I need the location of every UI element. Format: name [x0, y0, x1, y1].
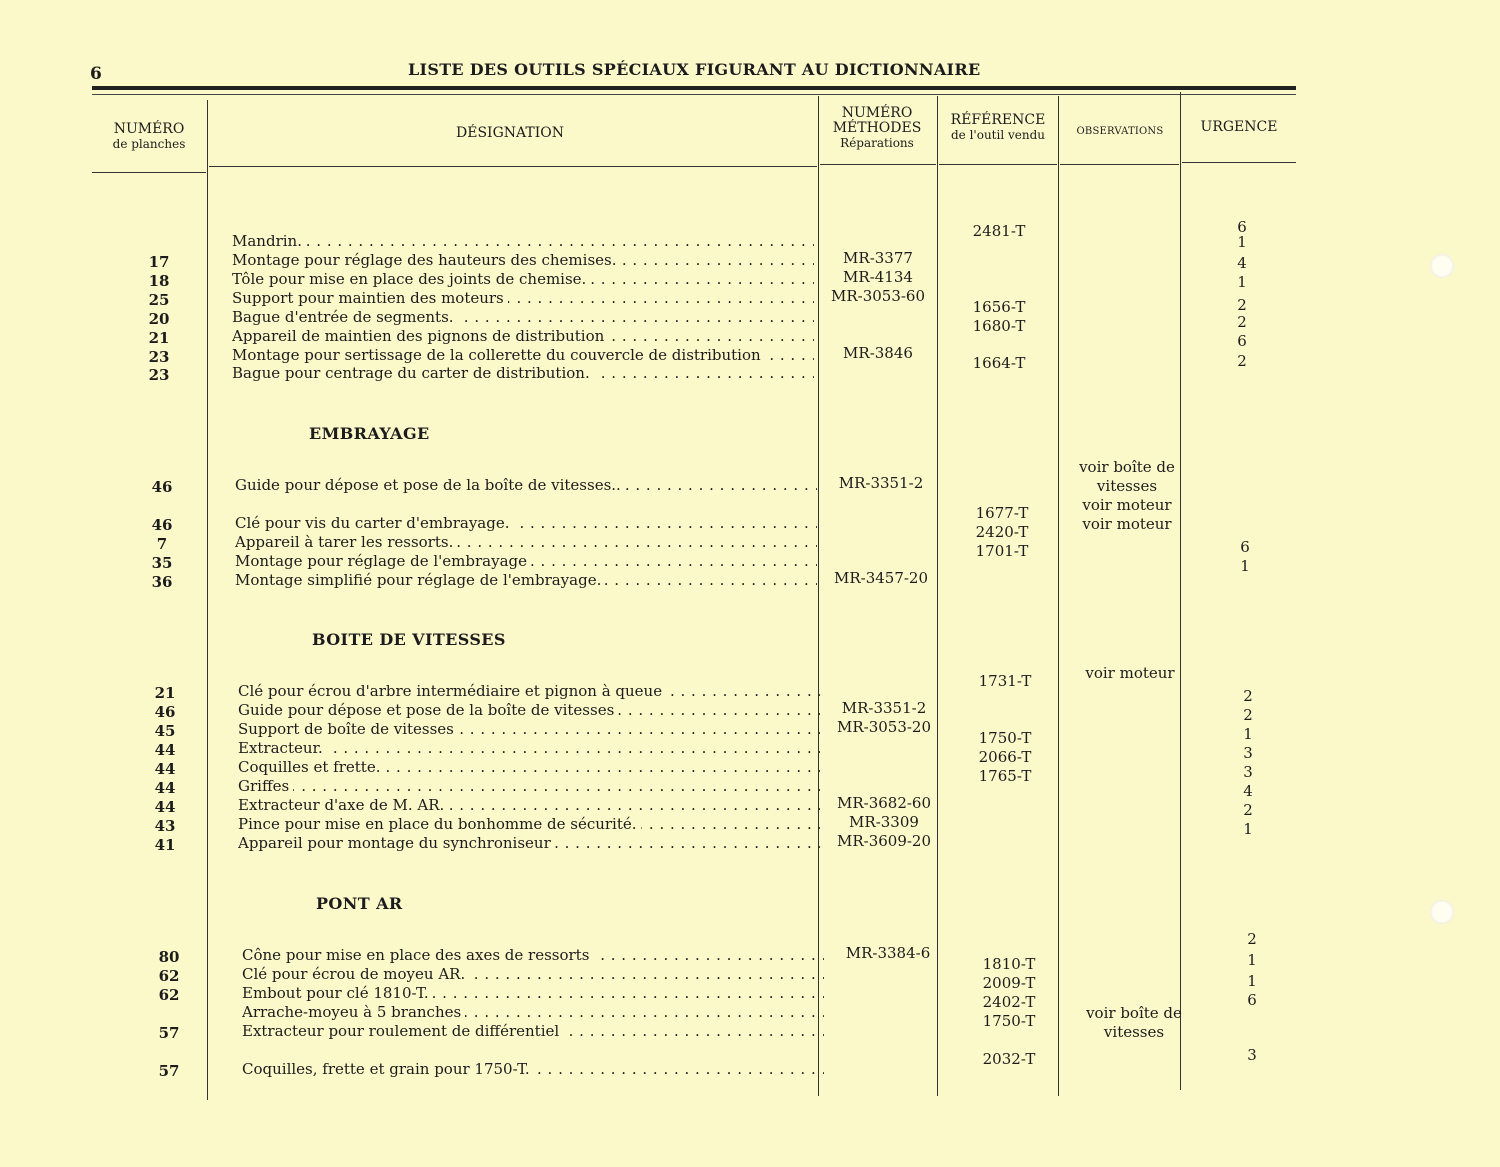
urgence-value: 1 — [1247, 951, 1257, 969]
designation-text: Extracteur d'axe de M. AR. — [238, 796, 448, 814]
designation-text: Guide pour dépose et pose de la boîte de vitesses — [238, 701, 618, 719]
designation — [242, 1060, 824, 1079]
page-number: 6 — [90, 64, 102, 84]
reference-number: 2481-T — [972, 222, 1026, 240]
reference-number: 1656-T — [972, 298, 1026, 316]
planche-number: 62 — [158, 986, 180, 1004]
section-heading: EMBRAYAGE — [309, 424, 430, 443]
reference-number: 1750-T — [982, 1012, 1036, 1030]
methodes-number: MR-3457-20 — [833, 569, 929, 587]
designation — [235, 533, 817, 552]
methodes-number: MR-3846 — [843, 344, 913, 362]
designation-text: Clé pour écrou de moyeu AR. — [242, 965, 469, 983]
section-heading: PONT AR — [316, 894, 403, 913]
header-methodes-line1: NUMÉRO — [841, 105, 913, 121]
header-underline — [209, 166, 817, 167]
reference-number: 1810-T — [982, 955, 1036, 973]
reference-number: 1750-T — [978, 729, 1032, 747]
binder-hole — [1430, 254, 1454, 278]
header-underline — [939, 164, 1057, 165]
planche-number: 57 — [158, 1024, 180, 1042]
planche-number: 62 — [158, 967, 180, 985]
urgence-value: 2 — [1247, 930, 1257, 948]
urgence-value: 1 — [1243, 820, 1253, 838]
urgence-value: 3 — [1243, 763, 1253, 781]
designation-text: Coquilles, frette et grain pour 1750-T. — [242, 1060, 534, 1078]
reference-number: 1664-T — [972, 354, 1026, 372]
designation — [238, 720, 820, 739]
designation — [238, 815, 820, 834]
section-heading: BOITE DE VITESSES — [312, 630, 506, 649]
designation-text: Appareil pour montage du synchroniseur — [238, 834, 555, 852]
methodes-number: MR-3384-6 — [845, 944, 931, 962]
header-numero-line1: NUMÉRO — [113, 121, 185, 137]
observation: voir moteur — [1082, 515, 1172, 533]
reference-number: 2420-T — [975, 523, 1029, 541]
urgence-value: 2 — [1243, 801, 1253, 819]
designation — [242, 1022, 824, 1041]
reference-number: 2009-T — [982, 974, 1036, 992]
planche-number: 20 — [148, 310, 170, 328]
header-underline — [820, 164, 936, 165]
designation — [232, 251, 814, 270]
header-reference — [938, 113, 1058, 143]
planche-number: 17 — [148, 253, 170, 271]
reference-number: 1677-T — [975, 504, 1029, 522]
designation — [235, 476, 817, 495]
designation-text: Montage pour sertissage de la collerette du couvercle de distribution — [232, 346, 765, 364]
methodes-number: MR-3053-20 — [836, 718, 932, 736]
header-designation: DÉSIGNATION — [456, 125, 564, 141]
header-reference-line1: RÉFÉRENCE — [950, 112, 1046, 128]
planche-number: 35 — [151, 554, 173, 572]
urgence-value: 6 — [1237, 332, 1247, 350]
urgence-value: 4 — [1243, 782, 1253, 800]
header-underline — [1182, 162, 1296, 163]
urgence-value: 1 — [1237, 233, 1247, 251]
designation-text: Guide pour dépose et pose de la boîte de vitesses.. — [235, 476, 625, 494]
reference-number: 2402-T — [982, 993, 1036, 1011]
designation-text: Extracteur. — [238, 739, 327, 757]
header-methodes-line3: Réparations — [840, 136, 914, 150]
planche-number: 45 — [154, 722, 176, 740]
reference-number: 1731-T — [978, 672, 1032, 690]
reference-number: 1765-T — [978, 767, 1032, 785]
urgence-value: 2 — [1243, 706, 1253, 724]
planche-number: 44 — [154, 798, 176, 816]
column-divider — [1058, 96, 1059, 1096]
page-title: LISTE DES OUTILS SPÉCIAUX FIGURANT AU DICTIONNAIRE — [408, 60, 981, 79]
designation-text: Clé pour vis du carter d'embrayage. — [235, 514, 513, 532]
designation-text: Extracteur pour roulement de différentiel — [242, 1022, 563, 1040]
urgence-value: 2 — [1237, 352, 1247, 370]
designation — [238, 777, 820, 796]
reference-number: 1701-T — [975, 542, 1029, 560]
urgence-value: 2 — [1237, 313, 1247, 331]
designation — [235, 514, 817, 533]
urgence-value: 1 — [1240, 557, 1250, 575]
urgence-value: 1 — [1247, 972, 1257, 990]
methodes-number: MR-3309 — [849, 813, 919, 831]
urgence-value: 1 — [1237, 273, 1247, 291]
header-underline — [1060, 164, 1179, 165]
planche-number: 80 — [158, 948, 180, 966]
header-rule-thin — [92, 94, 1296, 95]
binder-hole — [1430, 900, 1454, 924]
designation — [232, 308, 814, 327]
reference-number: 1680-T — [972, 317, 1026, 335]
designation — [238, 796, 820, 815]
designation-text: Bague pour centrage du carter de distribution. — [232, 364, 594, 382]
header-observations: OBSERVATIONS — [1076, 126, 1164, 137]
urgence-value: 6 — [1247, 991, 1257, 1009]
planche-number: 41 — [154, 836, 176, 854]
header-methodes — [820, 106, 934, 151]
designation — [238, 834, 820, 853]
planche-number: 21 — [154, 684, 176, 702]
reference-number: 2066-T — [978, 748, 1032, 766]
header-rule — [92, 86, 1296, 90]
header-urgence: URGENCE — [1200, 119, 1278, 135]
designation-text: Embout pour clé 1810-T. — [242, 984, 433, 1002]
designation — [235, 552, 817, 571]
planche-number: 46 — [151, 478, 173, 496]
designation-text: Appareil de maintien des pignons de distribution — [232, 327, 608, 345]
header-methodes-line2: MÉTHODES — [832, 120, 922, 136]
designation — [242, 1003, 824, 1022]
header-reference-line2: de l'outil vendu — [950, 128, 1046, 142]
designation-text: Griffes — [238, 777, 293, 795]
designation — [232, 232, 814, 251]
methodes-number: MR-3351-2 — [841, 699, 927, 717]
designation — [242, 984, 824, 1003]
designation — [238, 758, 820, 777]
designation-text: Coquilles et frette. — [238, 758, 384, 776]
urgence-value: 4 — [1237, 254, 1247, 272]
methodes-number: MR-3682-60 — [836, 794, 932, 812]
observation: voir boîte de vitesses — [1086, 1004, 1182, 1041]
designation — [232, 364, 814, 383]
urgence-value: 1 — [1243, 725, 1253, 743]
designation — [232, 289, 814, 308]
designation — [235, 571, 817, 590]
planche-number: 23 — [148, 348, 170, 366]
observation: voir boîte de vitesses — [1079, 458, 1175, 495]
methodes-number: MR-3351-2 — [838, 474, 924, 492]
designation-text: Montage pour réglage des hauteurs des chemises. — [232, 251, 621, 269]
designation-text: Support de boîte de vitesses — [238, 720, 458, 738]
designation-text: Arrache-moyeu à 5 branches — [242, 1003, 465, 1021]
methodes-number: MR-4134 — [843, 268, 913, 286]
designation-text: Montage simplifié pour réglage de l'embrayage. — [235, 571, 605, 589]
designation — [242, 946, 824, 965]
planche-number: 44 — [154, 760, 176, 778]
header-numero — [96, 122, 202, 152]
urgence-value: 3 — [1243, 744, 1253, 762]
planche-number: 57 — [158, 1062, 180, 1080]
header-numero-line2: de planches — [112, 137, 186, 151]
reference-number: 2032-T — [982, 1050, 1036, 1068]
urgence-value: 6 — [1237, 218, 1247, 236]
planche-number: 44 — [154, 779, 176, 797]
observation: voir moteur — [1082, 496, 1172, 514]
methodes-number: MR-3053-60 — [830, 287, 926, 305]
designation-text: Montage pour réglage de l'embrayage — [235, 552, 531, 570]
designation-text: Clé pour écrou d'arbre intermédiaire et pignon à queue — [238, 682, 666, 700]
designation-text: Cône pour mise en place des axes de ressorts — [242, 946, 593, 964]
observation: voir moteur — [1085, 664, 1175, 682]
designation-text: Support pour maintien des moteurs — [232, 289, 508, 307]
designation-text: Tôle pour mise en place des joints de chemise. — [232, 270, 590, 288]
designation-text: Appareil à tarer les ressorts. — [235, 533, 457, 551]
designation — [242, 965, 824, 984]
urgence-value: 2 — [1243, 687, 1253, 705]
methodes-number: MR-3377 — [843, 249, 913, 267]
planche-number: 46 — [154, 703, 176, 721]
planche-number: 46 — [151, 516, 173, 534]
designation-text: Bague d'entrée de segments. — [232, 308, 458, 326]
designation — [238, 682, 820, 701]
urgence-value: 6 — [1240, 538, 1250, 556]
planche-number: 25 — [148, 291, 170, 309]
planche-number: 23 — [148, 366, 170, 384]
planche-number: 7 — [156, 535, 168, 553]
planche-number: 43 — [154, 817, 176, 835]
column-divider — [207, 100, 208, 1100]
methodes-number: MR-3609-20 — [836, 832, 932, 850]
designation — [232, 346, 814, 365]
urgence-value: 2 — [1237, 296, 1247, 314]
urgence-value: 3 — [1247, 1046, 1257, 1064]
planche-number: 36 — [151, 573, 173, 591]
designation — [238, 701, 820, 720]
header-underline — [92, 172, 206, 173]
designation — [232, 270, 814, 289]
column-divider — [1180, 92, 1181, 1090]
planche-number: 44 — [154, 741, 176, 759]
planche-number: 21 — [148, 329, 170, 347]
designation — [238, 739, 820, 758]
designation — [232, 327, 814, 346]
planche-number: 18 — [148, 272, 170, 290]
designation-text: Mandrin. — [232, 232, 306, 250]
designation-text: Pince pour mise en place du bonhomme de sécurité. — [238, 815, 641, 833]
